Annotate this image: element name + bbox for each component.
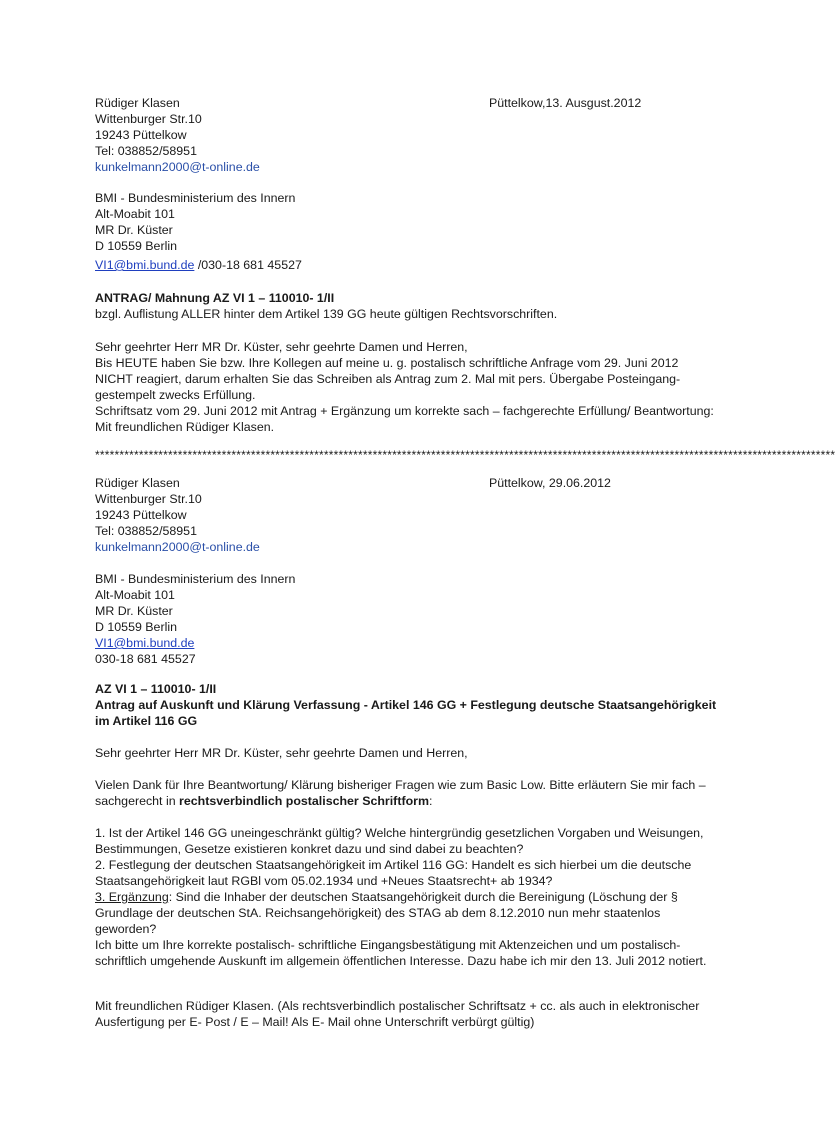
intro-line: Vielen Dank für Ihre Beantwortung/ Klärung bisheriger Fragen wie zum Basic Low. Bitte erläutern Sie mir fach – [95, 778, 706, 792]
intro-line [95, 793, 715, 809]
recipient-email-link[interactable]: VI1@bmi.bund.de [95, 258, 195, 272]
intro-paragraph [95, 777, 715, 809]
question-3-text: : Sind die Inhaber der deutschen Staatsangehörigkeit durch die Bereinigung (Löschung der § [168, 890, 678, 904]
recipient-street: Alt-Moabit 101 [95, 207, 175, 221]
recipient-address-1 [95, 190, 715, 273]
sender-address-2 [95, 475, 715, 555]
subject-title: Antrag auf Auskunft und Klärung Verfassung - Artikel 146 GG + Festlegung deutsche Staatsangehörigkeit [95, 698, 717, 712]
recipient-person: MR Dr. Küster [95, 604, 173, 618]
sender-street: Wittenburger Str.10 [95, 492, 202, 506]
subject-reference: AZ VI 1 – 110010- 1/II [95, 682, 217, 696]
recipient-address-2 [95, 571, 715, 667]
recipient-email-link[interactable]: VI1@bmi.bund.de [95, 636, 195, 650]
recipient-phone: 030-18 681 45527 [95, 652, 196, 666]
letter-date-2: Püttelkow, 29.06.2012 [489, 476, 611, 490]
question-3-cont: Grundlage der deutschen StA. Reichsangehörigkeit) des STAG ab dem 8.12.2010 nun mehr staatenlos [95, 906, 661, 920]
sender-email[interactable]: kunkelmann2000@t-online.de [95, 540, 260, 554]
intro-text: sachgerecht in [95, 794, 180, 808]
sender-street: Wittenburger Str.10 [95, 112, 202, 126]
sender-name: Rüdiger Klasen [95, 96, 180, 110]
recipient-phone: /030-18 681 45527 [197, 258, 302, 272]
signature-line: Mit freundlichen Rüdiger Klasen. [95, 420, 275, 434]
recipient-contact [95, 257, 715, 273]
question-3-cont: geworden? [95, 922, 157, 936]
question-3-label: 3. Ergänzung [95, 890, 169, 904]
question-3 [95, 889, 715, 905]
subject-detail: bzgl. Auflistung ALLER hinter dem Artikel 139 GG heute gültigen Rechtsvorschriften. [95, 307, 558, 321]
body-1 [95, 339, 715, 435]
closing [95, 998, 715, 1030]
sender-city: 19243 Püttelkow [95, 128, 187, 142]
body-line: gestempelt zwecks Erfüllung. [95, 388, 256, 402]
question-1: 1. Ist der Artikel 146 GG uneingeschränkt gültig? Welche hintergründig gesetzlichen Vorgaben und Weisungen, [95, 826, 704, 840]
letter-date-1: Püttelkow,13. Ausgust.2012 [489, 96, 642, 110]
question-2-cont: Staatsangehörigkeit laut RGBl vom 05.02.1934 und +Neues Staatsrecht+ ab 1934? [95, 874, 553, 888]
sender-tel: Tel: 038852/58951 [95, 144, 197, 158]
recipient-org: BMI - Bundesministerium des Innern [95, 191, 296, 205]
body-line: Schriftsatz vom 29. Juni 2012 mit Antrag + Ergänzung um korrekte sach – fachgerechte Erfüllung/ Beantwortung: [95, 404, 714, 418]
recipient-street: Alt-Moabit 101 [95, 588, 175, 602]
salutation-2 [95, 745, 715, 761]
separator-line: ******************************************************************************************************************************************************** [95, 448, 835, 462]
body-line: NICHT reagiert, darum erhalten Sie das Schreiben als Antrag zum 2. Mal mit pers. Übergabe Posteingang- [95, 372, 681, 386]
request-line: Ich bitte um Ihre korrekte postalisch- schriftliche Eingangsbestätigung mit Aktenzeichen und um postalisch- [95, 938, 681, 952]
body-line: Bis HEUTE haben Sie bzw. Ihre Kollegen auf meine u. g. postalisch schriftliche Anfrage vom 29. Juni 2012 [95, 356, 679, 370]
salutation: Sehr geehrter Herr MR Dr. Küster, sehr geehrte Damen und Herren, [95, 746, 468, 760]
subject-title: ANTRAG/ Mahnung AZ VI 1 – 110010- 1/II [95, 291, 335, 305]
sender-email[interactable]: kunkelmann2000@t-online.de [95, 160, 260, 174]
sender-tel: Tel: 038852/58951 [95, 524, 197, 538]
question-2: 2. Festlegung der deutschen Staatsangehörigkeit im Artikel 116 GG: Handelt es sich hierbei um die deutsche [95, 858, 692, 872]
recipient-person: MR Dr. Küster [95, 223, 173, 237]
intro-emphasis: rechtsverbindlich postalischer Schriftform [179, 794, 429, 808]
salutation: Sehr geehrter Herr MR Dr. Küster, sehr geehrte Damen und Herren, [95, 340, 468, 354]
questions [95, 825, 715, 969]
subject-title-cont: im Artikel 116 GG [95, 714, 198, 728]
recipient-city: D 10559 Berlin [95, 239, 177, 253]
request-line: schriftlich umgehende Auskunft im allgemein öffentlichen Interesse. Dazu habe ich mir den 13. Juli 2012 notiert. [95, 954, 707, 968]
subject-2 [95, 681, 715, 729]
recipient-city: D 10559 Berlin [95, 620, 177, 634]
question-1-cont: Bestimmungen, Gesetze existieren konkret dazu und sind dabei zu beachten? [95, 842, 524, 856]
sender-name: Rüdiger Klasen [95, 476, 180, 490]
closing-line: Mit freundlichen Rüdiger Klasen. (Als rechtsverbindlich postalischer Schriftsatz + cc. als auch in elektronischer [95, 999, 700, 1013]
closing-line: Ausfertigung per E- Post / E – Mail! Als E- Mail ohne Unterschrift verbürgt gültig) [95, 1015, 535, 1029]
sender-city: 19243 Püttelkow [95, 508, 187, 522]
intro-colon: : [428, 794, 433, 808]
subject-1 [95, 290, 715, 322]
recipient-org: BMI - Bundesministerium des Innern [95, 572, 296, 586]
